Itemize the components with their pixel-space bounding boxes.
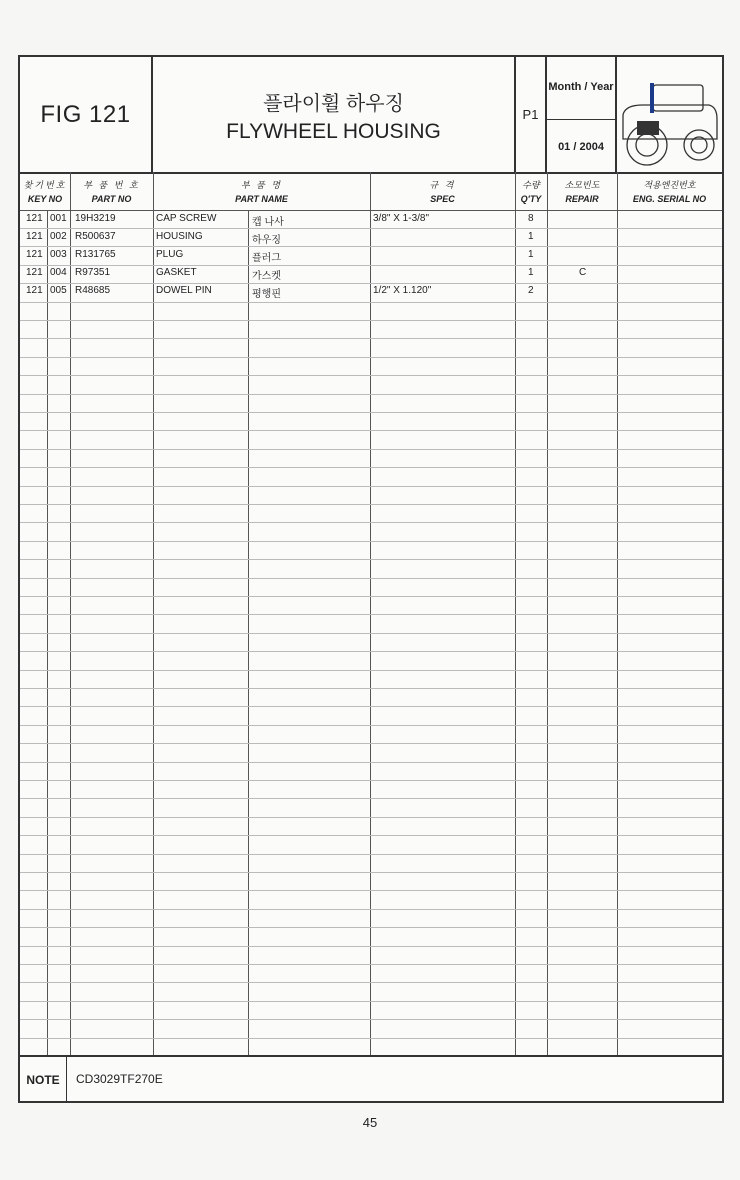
- col-part-name: 부 품 명 PART NAME: [235, 180, 288, 204]
- month-year-box: [547, 57, 617, 172]
- table-rule: [20, 302, 722, 303]
- page-title: [153, 57, 516, 172]
- tractor-icon: [617, 57, 722, 172]
- table-rule: [20, 486, 722, 487]
- note-value: CD3029TF270E: [76, 1072, 163, 1086]
- table-rule: [20, 688, 722, 689]
- table-rule: [20, 982, 722, 983]
- table-row: 121 003 R131765 PLUG 플러그 1: [26, 249, 534, 264]
- col-part-no: 부 품 번 호 PART NO: [83, 180, 140, 204]
- col-qty: 수량 Q'TY: [520, 180, 542, 204]
- table-rule: [20, 614, 722, 615]
- figure-number: FIG 121: [20, 57, 153, 172]
- table-rule: [20, 798, 722, 799]
- table-rule: [20, 909, 722, 910]
- table-rule: [20, 854, 722, 855]
- table-rule: [20, 578, 722, 579]
- table-rule: [20, 1019, 722, 1020]
- page-number: 45: [362, 1115, 378, 1130]
- title-korean: 플라이휠 하우징: [263, 93, 404, 115]
- table-rule: [20, 633, 722, 634]
- table-rule: [20, 706, 722, 707]
- table-rule: [20, 449, 722, 450]
- table-rule: [20, 725, 722, 726]
- table-rule: [20, 522, 722, 523]
- table-row: 121 004 R97351 GASKET 가스켓 1 C: [26, 267, 587, 282]
- table-rule: [20, 817, 722, 818]
- table-rule: [20, 1038, 722, 1039]
- table-rule: [20, 357, 722, 358]
- table-rule: [20, 762, 722, 763]
- note-row: [20, 1055, 722, 1103]
- table-rule: [20, 430, 722, 431]
- table-rule: [20, 927, 722, 928]
- month-year-label: Month / Year: [548, 81, 614, 93]
- table-rule: [20, 670, 722, 671]
- table-rule: [20, 412, 722, 413]
- table-row: 121 002 R500637 HOUSING 하우징 1: [26, 231, 534, 246]
- month-year-value: 01 / 2004: [558, 141, 604, 153]
- table-rule: [20, 651, 722, 652]
- table-rule: [20, 375, 722, 376]
- note-label: NOTE: [20, 1057, 67, 1103]
- table-row: 121 005 R48685 DOWEL PIN 평행핀 1/2" X 1.120" 2: [26, 285, 534, 300]
- table-rule: [20, 504, 722, 505]
- parts-sheet: [18, 55, 724, 1103]
- title-english: FLYWHEEL HOUSING: [226, 120, 441, 143]
- table-rule: [20, 1001, 722, 1002]
- table-rule: [20, 394, 722, 395]
- table-rule: [20, 338, 722, 339]
- parts-table: [20, 210, 722, 1055]
- table-rule: [20, 890, 722, 891]
- table-rule: [20, 596, 722, 597]
- table-rule: [20, 946, 722, 947]
- table-rule: [20, 872, 722, 873]
- table-row: 121 001 19H3219 CAP SCREW 캡 나사 3/8" X 1-3/8" 8: [26, 213, 534, 228]
- table-rule: [20, 541, 722, 542]
- table-rule: [20, 320, 722, 321]
- col-repair: 소모빈도 REPAIR: [564, 180, 600, 204]
- table-rule: [20, 743, 722, 744]
- col-spec: 규 격 SPEC: [429, 180, 456, 204]
- table-rule: [20, 964, 722, 965]
- table-rule: [20, 467, 722, 468]
- col-serial: 적용엔진번호 ENG. SERIAL NO: [632, 180, 707, 204]
- table-rule: [20, 780, 722, 781]
- table-rule: [20, 835, 722, 836]
- sheet-header: [20, 57, 722, 174]
- col-key-no: 찾기번호 KEY NO: [23, 180, 67, 204]
- table-rule: [20, 559, 722, 560]
- page-code: P1: [516, 57, 547, 172]
